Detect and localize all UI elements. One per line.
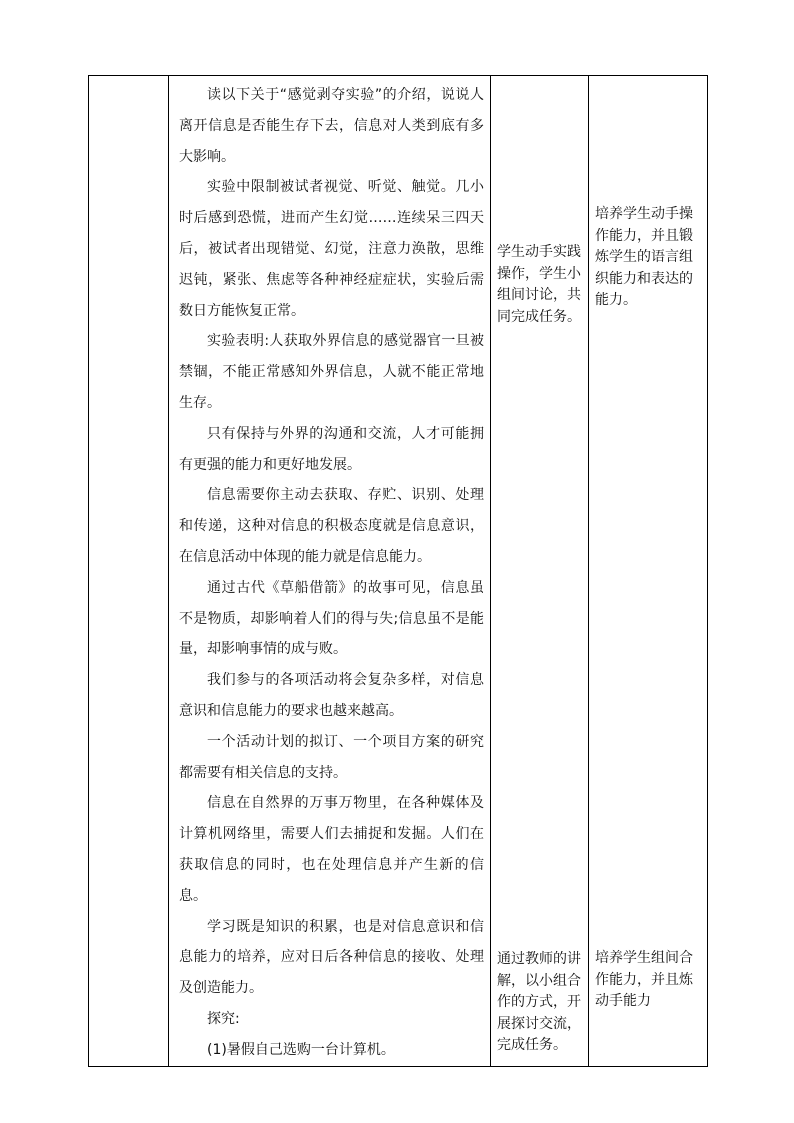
student-activity-cell — [491, 76, 589, 1067]
teaching-content — [169, 76, 490, 1066]
student-activity-text: 学生动手实践操作，学生小组间讨论，共同完成任务。 — [497, 244, 581, 325]
content-paragraph: 通过古代《草船借箭》的故事可见，信息虽不是物质，却影响着人们的得与失;信息虽不是能量，却影响事情的成与败。 — [179, 579, 484, 658]
content-paragraph: 读以下关于“感觉剥夺实验”的介绍，说说人离开信息是否能生存下去，信息对人类到底有多大影响。 — [179, 87, 484, 165]
stage-cell — [89, 76, 169, 1067]
content-paragraph: 实验中限制被试者视觉、听觉、触觉。几小时后感到恐慌，进而产生幻觉……连续呆三四天后，被试者出现错觉、幻觉，注意力涣散，思维迟钝，紧张、焦虑等各种神经症症状，实验后需数日方能恢复正常。 — [179, 179, 484, 319]
content-paragraph: 信息在自然界的万事万物里，在各种媒体及计算机网络里，需要人们去捕捉和发掘。人们在获取信息的同时，也在处理信息并产生新的信息。 — [179, 795, 484, 904]
content-paragraph: 实验表明:人获取外界信息的感觉器官一旦被禁锢，不能正常感知外界信息，人就不能正常地生存。 — [179, 333, 484, 411]
table-row — [89, 76, 708, 1067]
explore-item: (1)暑假自己选购一台计算机。 — [207, 1041, 395, 1058]
content-paragraph: 只有保持与外界的沟通和交流，人才可能拥有更强的能力和更好地发展。 — [179, 425, 484, 473]
content-paragraph: 学习既是知识的积累，也是对信息意识和信息能力的培养，应对日后各种信息的接收、处理及创造能力。 — [179, 918, 484, 997]
content-paragraph: 我们参与的各项活动将会复杂多样，对信息意识和信息能力的要求也越来越高。 — [179, 672, 484, 719]
design-intent-cell — [589, 76, 708, 1067]
teaching-content-cell — [169, 76, 491, 1067]
design-intent-text: 培养学生组间合作能力，并且炼动手能力 — [595, 950, 693, 1009]
content-paragraph: 信息需要你主动去获取、存贮、识别、处理和传递，这种对信息的积极态度就是信息意识，在信息活动中体现的能力就是信息能力。 — [179, 487, 484, 565]
explore-heading: 探究: — [207, 1010, 240, 1027]
content-paragraph: 一个活动计划的拟订、一个项目方案的研究都需要有相关信息的支持。 — [179, 733, 484, 781]
student-activity-text: 通过教师的讲解，以小组合作的方式，开展探讨交流，完成任务。 — [497, 951, 581, 1053]
lesson-plan-table — [88, 75, 708, 1067]
design-intent-text: 培养学生动手操作能力，并且锻炼学生的语言组织能力和表达的能力。 — [595, 206, 693, 308]
